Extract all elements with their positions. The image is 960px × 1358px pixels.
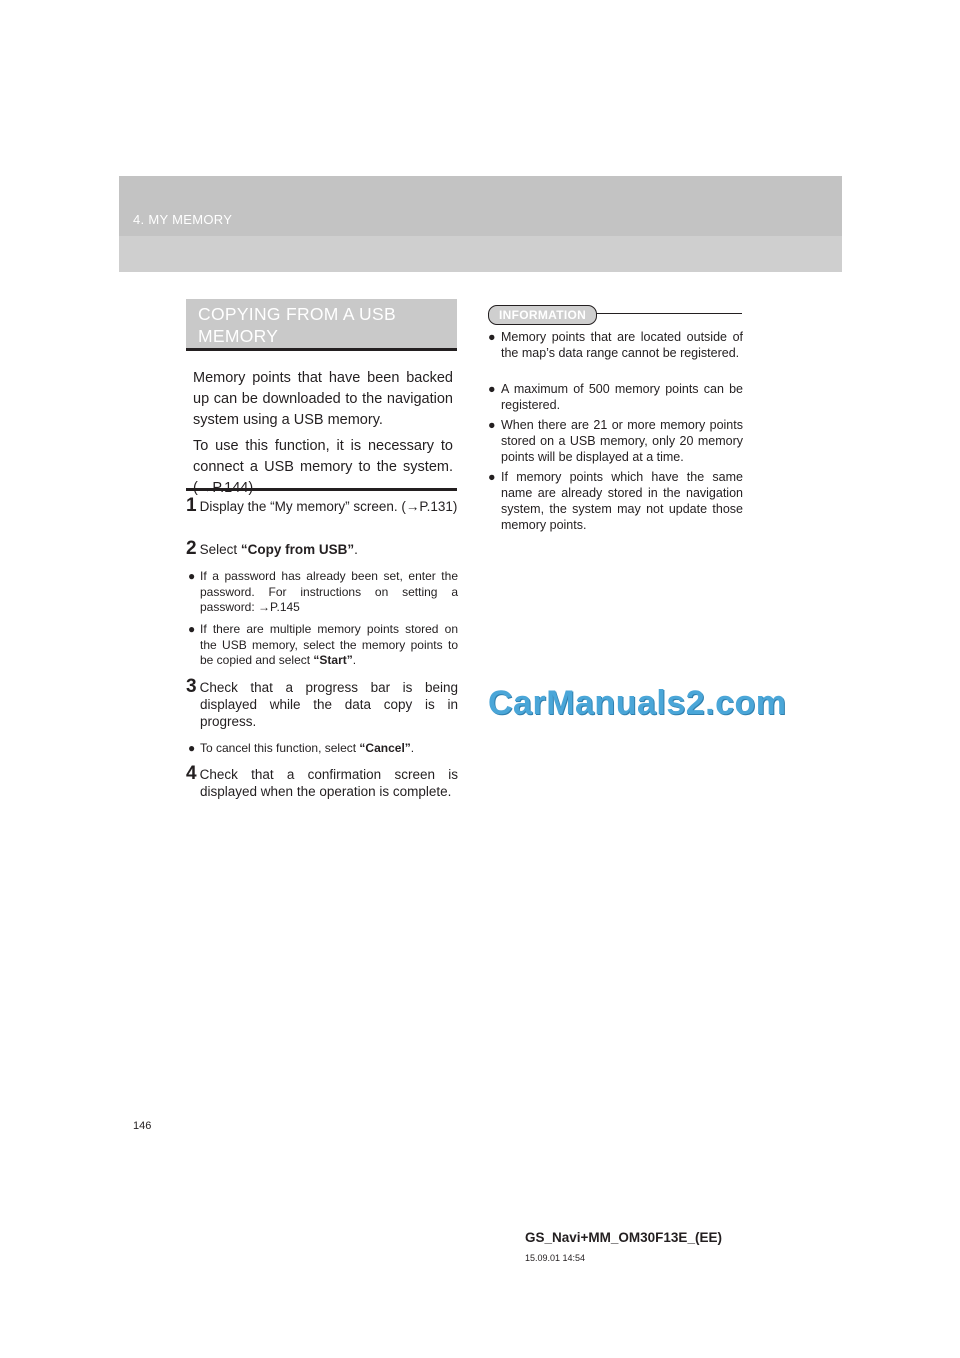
step-3-cancel: “Cancel” bbox=[359, 741, 411, 755]
info-item-3-text: When there are 21 or more memory points stored on a USB memory, only 20 memory points will be displayed at a time. bbox=[501, 418, 743, 464]
step-2-bullet-2-text-pre: If there are multiple memory points stored on the USB memory, select the memory points to be copied and select bbox=[200, 622, 458, 667]
step-2-number: 2 bbox=[186, 538, 197, 559]
watermark: CarManuals2.com bbox=[488, 684, 787, 722]
bullet-dot-icon: ● bbox=[188, 569, 196, 583]
info-item-2 bbox=[488, 381, 743, 413]
step-2-bullet-2 bbox=[188, 622, 458, 669]
step-2-text-post: . bbox=[354, 542, 358, 557]
step-2-start: “Start” bbox=[313, 653, 353, 667]
step-2 bbox=[186, 540, 458, 558]
info-item-1 bbox=[488, 329, 743, 361]
header-band-top bbox=[119, 176, 842, 236]
bullet-dot-icon: ● bbox=[488, 330, 496, 344]
intro-paragraph-2: To use this function, it is necessary to connect a USB memory to the system. (→P.144) bbox=[193, 438, 453, 496]
info-item-4-text: If memory points which have the same name are already stored in the navigation system, the system may not update those memory points. bbox=[501, 470, 743, 532]
info-item-2-text: A maximum of 500 memory points can be registered. bbox=[501, 382, 743, 412]
info-item-4 bbox=[488, 469, 743, 533]
step-3-bullet-text-pre: To cancel this function, select bbox=[200, 741, 360, 755]
document-date: 15.09.01 14:54 bbox=[525, 1253, 586, 1263]
section-label: 4. MY MEMORY bbox=[133, 212, 233, 227]
step-3-text: Check that a progress bar is being displayed while the data copy is in progress. bbox=[199, 680, 458, 729]
information-label: INFORMATION bbox=[488, 305, 597, 325]
step-1 bbox=[186, 497, 458, 515]
bullet-dot-icon: ● bbox=[488, 470, 496, 484]
step-4-number: 4 bbox=[186, 763, 197, 784]
bullet-dot-icon: ● bbox=[488, 382, 496, 396]
step-2-bullet-1 bbox=[188, 569, 458, 616]
info-item-3 bbox=[488, 417, 743, 465]
step-2-text-pre: Select bbox=[199, 542, 241, 557]
section-title-line1: COPYING FROM A USB bbox=[198, 304, 396, 324]
section-title-line2: MEMORY bbox=[198, 326, 279, 346]
step-4-text: Check that a confirmation screen is displayed when the operation is complete. bbox=[199, 767, 458, 799]
step-3-number: 3 bbox=[186, 676, 197, 697]
section-title bbox=[186, 299, 457, 351]
bullet-dot-icon: ● bbox=[188, 622, 196, 636]
step-3 bbox=[186, 678, 458, 730]
step-3-bullet bbox=[188, 741, 458, 757]
info-item-1-text: Memory points that are located outside of the map’s data range cannot be registered. bbox=[501, 330, 743, 360]
step-1-text: Display the “My memory” screen. (→P.131) bbox=[199, 499, 458, 514]
bullet-dot-icon: ● bbox=[188, 741, 196, 755]
step-2-bullet-1-text: If a password has already been set, enter the password. For instructions on setting a password: →P.145 bbox=[200, 569, 458, 614]
step-2-copy-from-usb: “Copy from USB” bbox=[240, 542, 355, 557]
step-1-number: 1 bbox=[186, 495, 197, 516]
intro-paragraph-1: Memory points that have been backed up can be downloaded to the navigation system using a USB memory. bbox=[193, 370, 453, 428]
document-code: GS_Navi+MM_OM30F13E_(EE) bbox=[525, 1230, 722, 1245]
page-number: 146 bbox=[133, 1120, 152, 1132]
step-4 bbox=[186, 765, 458, 800]
bullet-dot-icon: ● bbox=[488, 418, 496, 432]
step-2-bullet-2-text-post: . bbox=[352, 653, 357, 667]
intro-box bbox=[186, 360, 457, 496]
step-3-bullet-text-post: . bbox=[410, 741, 415, 755]
